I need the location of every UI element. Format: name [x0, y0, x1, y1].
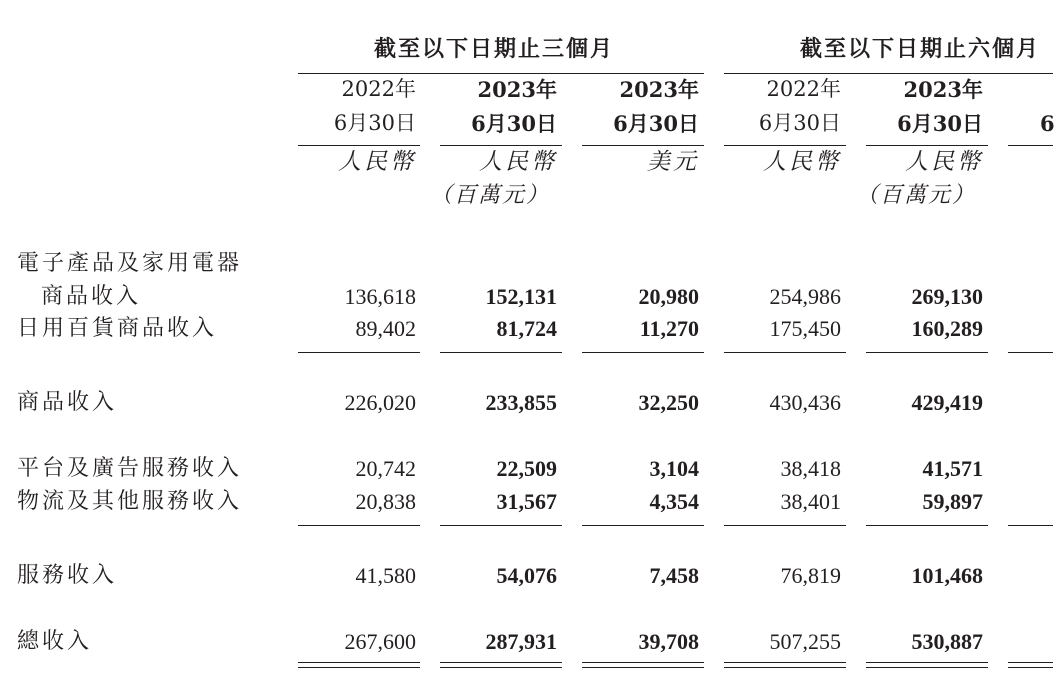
value-cell: 22,509: [496, 456, 557, 481]
row-label-electronics-line1: 電子產品及家用電器: [17, 251, 243, 276]
value-cell: 20,980: [638, 284, 699, 309]
col4-year: 2022年: [766, 77, 841, 101]
value-cell: 269,130: [911, 284, 983, 309]
col2-currency: 人民幣: [479, 149, 557, 175]
value-cell: 430,436: [769, 390, 841, 415]
value-cell: 41,580: [355, 563, 416, 588]
subtotal-rule: [582, 525, 704, 526]
value-cell: 32,250: [638, 390, 699, 415]
col6-header-rule: [1008, 145, 1053, 146]
subtotal-rule: [724, 525, 846, 526]
row-label-general-merchandise: 日用百貨商品收入: [17, 316, 218, 341]
col5-year: 2023年: [903, 77, 983, 102]
col3-year: 2023年: [619, 77, 699, 102]
row-label-marketplace-advertising: 平台及廣告服務收入: [17, 456, 243, 481]
value-cell: 7,458: [649, 563, 699, 588]
value-cell: 175,450: [769, 316, 841, 341]
value-cell: 429,419: [911, 390, 983, 415]
col3-currency: 美元: [647, 149, 699, 175]
col1-currency: 人民幣: [338, 149, 416, 175]
subtotal-rule: [724, 352, 846, 353]
col3-header-rule: [582, 145, 704, 146]
total-double-rule: [582, 662, 704, 668]
col1-header-rule: [298, 145, 420, 146]
total-double-rule: [1008, 662, 1053, 668]
group-header-six-months: 截至以下日期止六個月: [800, 36, 1041, 62]
total-double-rule: [724, 662, 846, 668]
subtotal-rule: [298, 352, 420, 353]
col5-unit: （百萬元）: [855, 183, 976, 208]
subtotal-rule: [298, 525, 420, 526]
col4-currency: 人民幣: [763, 149, 841, 175]
value-cell: 38,418: [780, 456, 841, 481]
col1-date: 6月30日: [333, 111, 416, 135]
col2-year: 2023年: [477, 77, 557, 102]
row-label-logistics-other: 物流及其他服務收入: [17, 489, 243, 514]
subtotal-rule: [1008, 352, 1053, 353]
value-cell: 160,289: [911, 316, 983, 341]
value-cell: 3,104: [649, 456, 699, 481]
subtotal-rule: [440, 525, 562, 526]
group-rule-six-months: [724, 73, 1053, 74]
value-cell: 31,567: [496, 489, 557, 514]
group-rule-three-months: [298, 73, 704, 74]
value-cell: 20,742: [355, 456, 416, 481]
value-cell: 39,708: [638, 629, 699, 654]
value-cell: 81,724: [496, 316, 557, 341]
value-cell: 287,931: [485, 629, 557, 654]
subtotal-rule: [866, 525, 988, 526]
group-header-three-months: 截至以下日期止三個月: [374, 36, 615, 62]
value-cell: 267,600: [344, 629, 416, 654]
col2-header-rule: [440, 145, 562, 146]
row-label-electronics-line2: 商品收入: [41, 284, 142, 309]
value-cell: 41,571: [922, 456, 983, 481]
subtotal-rule: [440, 352, 562, 353]
col2-date: 6月30日: [471, 111, 557, 136]
value-cell: 254,986: [769, 284, 841, 309]
subtotal-rule: [866, 352, 988, 353]
value-cell: 76,819: [780, 563, 841, 588]
col1-year: 2022年: [341, 77, 416, 101]
value-cell: 226,020: [344, 390, 416, 415]
value-cell: 4,354: [649, 489, 699, 514]
col4-header-rule: [724, 145, 846, 146]
value-cell: 233,855: [485, 390, 557, 415]
col4-date: 6月30日: [758, 111, 841, 135]
value-cell: 59,897: [922, 489, 983, 514]
value-cell: 38,401: [780, 489, 841, 514]
value-cell: 20,838: [355, 489, 416, 514]
row-label-product-revenues: 商品收入: [17, 390, 118, 415]
col5-currency: 人民幣: [905, 149, 983, 175]
row-label-service-revenues: 服務收入: [17, 563, 118, 588]
col6-date-partial: 6: [1040, 111, 1055, 136]
value-cell: 54,076: [496, 563, 557, 588]
subtotal-rule: [582, 352, 704, 353]
value-cell: 530,887: [911, 629, 983, 654]
value-cell: 11,270: [639, 316, 699, 341]
row-label-total-revenues: 總收入: [17, 629, 93, 654]
value-cell: 89,402: [355, 316, 416, 341]
value-cell: 507,255: [769, 629, 841, 654]
subtotal-rule: [1008, 525, 1053, 526]
value-cell: 152,131: [485, 284, 557, 309]
total-double-rule: [866, 662, 988, 668]
value-cell: 101,468: [911, 563, 983, 588]
col5-date: 6月30日: [897, 111, 983, 136]
total-double-rule: [298, 662, 420, 668]
value-cell: 136,618: [344, 284, 416, 309]
col5-header-rule: [866, 145, 988, 146]
col3-date: 6月30日: [613, 111, 699, 136]
col2-unit: （百萬元）: [429, 183, 550, 208]
total-double-rule: [440, 662, 562, 668]
